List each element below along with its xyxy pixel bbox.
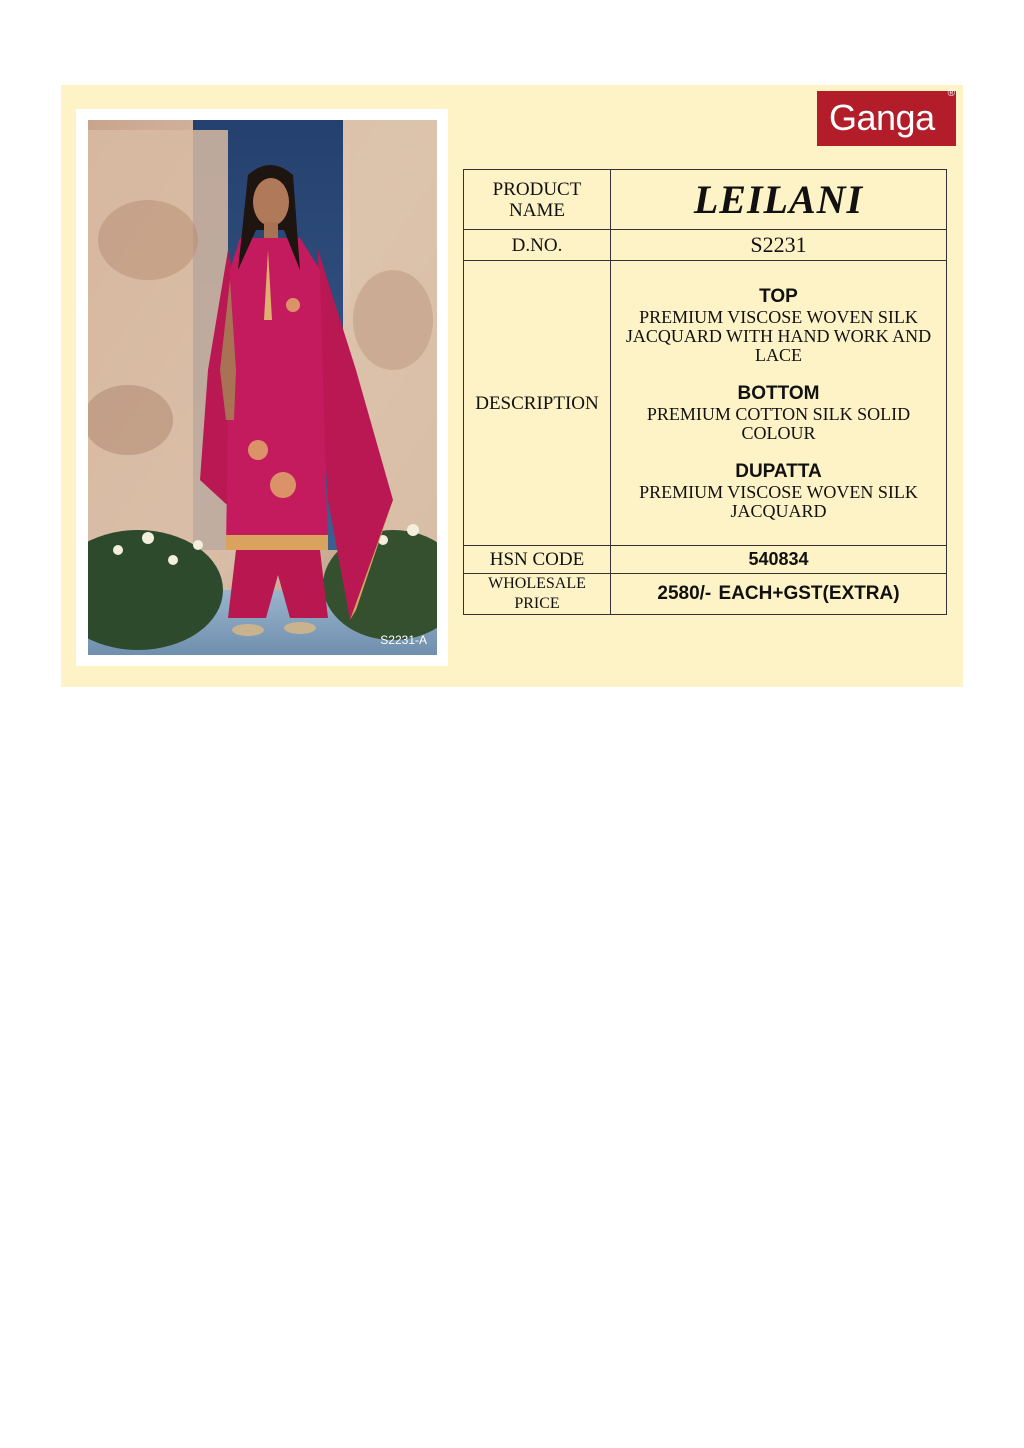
price-text: 2580/- EACH+GST(EXTRA) [657,583,900,604]
desc-dupatta-text: PREMIUM VISCOSE WOVEN SILK JACQUARD [639,481,918,521]
desc-bottom-heading: BOTTOM [737,382,820,404]
hsn-value [611,546,947,574]
product-name-value [611,170,947,230]
price-value [611,574,947,615]
price-label: WHOLESALE PRICE [464,574,611,615]
desc-top-text: PREMIUM VISCOSE WOVEN SILK JACQUARD WITH HAND WORK AND LACE [625,306,932,365]
description-label: DESCRIPTION [464,261,611,546]
product-photo [88,120,437,655]
desc-bottom-text: PREMIUM COTTON SILK SOLID COLOUR [646,403,911,443]
hsn-text: 540834 [748,549,809,569]
description-value [611,261,947,546]
row-product-name [464,170,947,230]
desc-top-heading: TOP [759,285,798,307]
product-spec-table [463,169,947,615]
photo-design-code: S2231-A [380,633,427,647]
brand-logo [817,88,956,146]
product-name-label: PRODUCT NAME [464,170,611,230]
row-wholesale-price [464,574,947,615]
dno-label: D.NO. [464,230,611,261]
dno-text: S2231 [750,232,807,257]
row-hsn-code [464,546,947,574]
hsn-label: HSN CODE [464,546,611,574]
dno-value [611,230,947,261]
row-description [464,261,947,546]
registered-mark: ® [947,88,955,99]
brand-logo-text: Ganga [829,97,935,138]
product-name-text: LEILANI [693,177,864,222]
row-design-number [464,230,947,261]
desc-dupatta-heading: DUPATTA [735,460,822,482]
model-illustration [88,120,437,655]
